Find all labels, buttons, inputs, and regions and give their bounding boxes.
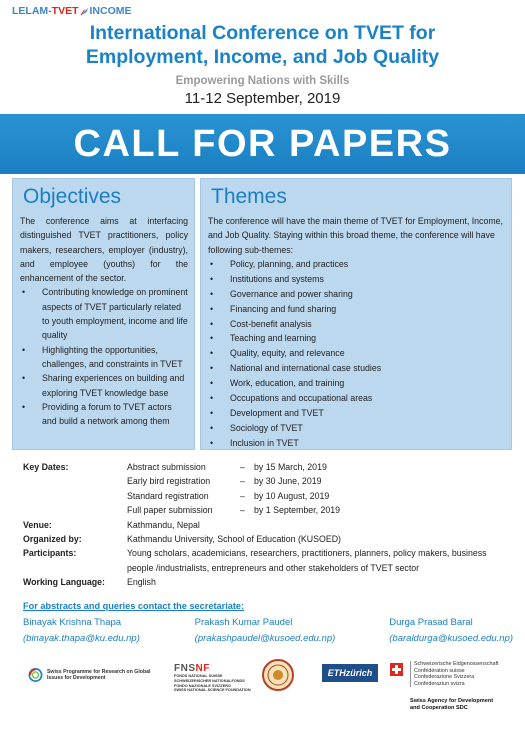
- contact-name: Prakash Kumar Paudel: [194, 617, 293, 628]
- sponsor-logos: [0, 655, 525, 742]
- contact-list: [23, 615, 513, 647]
- conference-dates: 11-12 September, 2019: [184, 90, 341, 107]
- themes-intro: The conference will have the main theme of TVET for Employment, Income, and Job Quality. Staying within this broad theme, the conference will have following sub-themes:: [208, 216, 503, 255]
- themes-panel: [200, 178, 512, 450]
- contact-person: [183, 615, 390, 647]
- key-date-line: Abstract submission – by 15 March, 2019: [127, 462, 327, 472]
- objectives-intro: The conference aims at interfacing distinguished TVET practitioners, policy makers, researchers, employer (industry), and employee (youths) for the enhancement of the sector.: [20, 216, 188, 284]
- organizer-row: Organized by: Kathmandu University, School of Education (KUSOED): [23, 532, 513, 546]
- venue-row: Venue: Kathmandu, Nepal: [23, 518, 513, 532]
- objectives-panel: [12, 178, 195, 450]
- contact-person: [389, 615, 513, 647]
- organizer-value: Kathmandu University, School of Education (KUSOED): [127, 534, 341, 545]
- conference-title-line1: International Conference on TVET for: [89, 22, 436, 44]
- contact-person: [23, 615, 183, 647]
- list-item: • Highlighting the opportunities, challenges, and constraints in TVET: [20, 343, 188, 372]
- list-item: • Contributing knowledge on prominent aspects of TVET particularly related to youth employment, income and life quality: [20, 285, 188, 342]
- contact-email[interactable]: (baraldurga@kusoed.edu.np): [389, 633, 513, 644]
- confederation-names: Schweizerische Eidgenossenschaft Confédération suisse Confederazione Svizzera Confederaziun svizra: [410, 661, 499, 687]
- key-date-line: Full paper submission – by 1 September, 2019: [127, 505, 341, 516]
- swiss-programme-logo: [28, 663, 158, 687]
- lelam-brand: [12, 5, 132, 17]
- themes-list: [208, 257, 505, 451]
- tagline: Empowering Nations with Skills: [175, 75, 350, 87]
- language-row: Working Language: English: [23, 575, 513, 589]
- snf-line: SCHWEIZERISCHER NATIONALFONDS: [174, 678, 245, 683]
- contact-name: Durga Prasad Baral: [389, 617, 473, 628]
- snf-line: SWISS NATIONAL SCIENCE FOUNDATION: [174, 688, 251, 693]
- snf-line: FONDS NATIONAL SUISSE: [174, 674, 223, 678]
- objectives-list: [20, 285, 188, 428]
- key-date-line: Standard registration – by 10 August, 2019: [127, 490, 330, 501]
- university-seal-icon: [262, 659, 294, 691]
- brand-prefix: LELAM-: [12, 5, 52, 17]
- language-value: English: [127, 577, 156, 588]
- swirl-icon: [28, 664, 43, 686]
- list-item: • Work, education, and training: [208, 376, 505, 391]
- list-item: • Providing a forum to TVET actors and build a network among them: [20, 400, 188, 429]
- swiss-flag-icon: [390, 663, 403, 676]
- brand-suffix: INCOME: [89, 5, 132, 17]
- list-item: • Policy, planning, and practices: [208, 257, 505, 272]
- kathmandu-university-seal: [262, 659, 294, 691]
- objectives-heading: Objectives: [23, 185, 122, 208]
- key-info: [23, 460, 513, 590]
- swiss-programme-text: Swiss Programme for Research on Global Issues for Development: [46, 668, 151, 681]
- snf-logo: [174, 663, 266, 699]
- contact-name: Binayak Krishna Thapa: [23, 617, 122, 628]
- list-item: • Inclusion in TVET: [208, 436, 505, 451]
- contact-email[interactable]: (binayak.thapa@ku.edu.np): [23, 633, 140, 644]
- key-dates-label: Key Dates:: [23, 462, 69, 472]
- key-dates-list: [127, 460, 513, 518]
- list-item: • National and international case studies: [208, 361, 505, 376]
- sdc-name: Swiss Agency for Development and Cooperation SDC: [410, 698, 494, 711]
- conference-title: [0, 21, 525, 69]
- brand-leaf-icon: [80, 7, 89, 16]
- swiss-confederation-logo: [390, 661, 520, 721]
- list-item: • Occupations and occupational areas: [208, 391, 505, 406]
- list-item: • Institutions and systems: [208, 272, 505, 287]
- contact-heading: For abstracts and queries contact the secretariate:: [23, 601, 245, 611]
- banner-text: CALL FOR PAPERS: [73, 122, 452, 165]
- contact-email[interactable]: (prakashpaudel@kusoed.edu.np): [194, 633, 336, 644]
- snf-mark: FNSNF: [174, 663, 210, 674]
- snf-line: FONDO NAZIONALE SVIZZERO: [174, 683, 231, 688]
- call-for-papers-banner: [0, 114, 525, 174]
- list-item: • Sharing experiences on building and exploring TVET knowledge base: [20, 371, 188, 400]
- list-item: • Development and TVET: [208, 406, 505, 421]
- key-dates-row: [23, 460, 513, 518]
- eth-zurich-logo: ETHzürich: [322, 664, 378, 682]
- list-item: • Sociology of TVET: [208, 421, 505, 436]
- brand-tvet: TVET: [51, 5, 79, 17]
- list-item: • Cost-benefit analysis: [208, 317, 505, 332]
- venue-value: Kathmandu, Nepal: [127, 519, 200, 530]
- list-item: • Financing and fund sharing: [208, 302, 505, 317]
- list-item: • Governance and power sharing: [208, 287, 505, 302]
- themes-heading: Themes: [211, 185, 287, 208]
- list-item: • Teaching and learning: [208, 331, 505, 346]
- conference-title-line2: Employment, Income, and Job Quality: [85, 46, 440, 68]
- participants-value: Young scholars, academicians, researchers, practitioners, planners, policy makers, business people /industrialists, entrepreneurs and other stakeholders of TVET sector: [127, 548, 487, 573]
- list-item: • Quality, equity, and relevance: [208, 346, 505, 361]
- participants-row: Participants: Young scholars, academicians, researchers, practitioners, planners, policy makers, business people /industrialists, entrepreneurs and other stakeholders of TVET sector: [23, 546, 513, 575]
- key-date-line: Early bird registration – by 30 June, 2019: [127, 476, 322, 487]
